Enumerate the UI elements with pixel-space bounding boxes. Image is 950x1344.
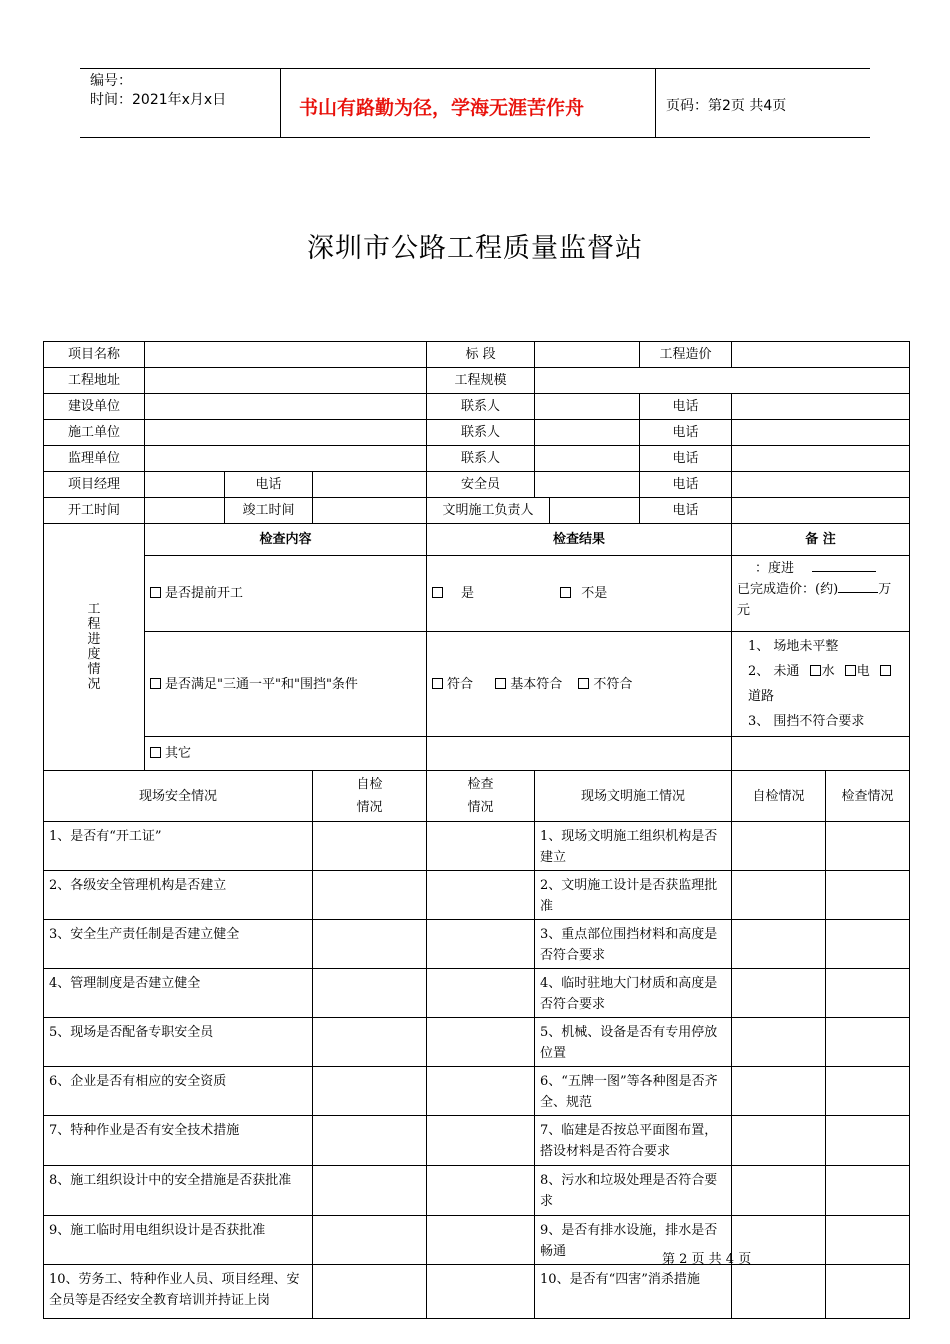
yes-label: 是 [461, 586, 475, 601]
civil-check-cell[interactable] [826, 1067, 910, 1116]
section-label: 标 段 [427, 342, 535, 368]
not-ok-label: 不符合 [593, 676, 633, 692]
safety-item: 6、企业是否有相应的安全资质 [44, 1067, 313, 1116]
safety-item: 5、现场是否配备专职安全员 [44, 1018, 313, 1067]
civil-item: 1、现场文明施工组织机构是否建立 [535, 822, 732, 871]
water-checkbox[interactable] [810, 665, 821, 676]
contractor-contact-value[interactable] [535, 420, 640, 446]
site-row [44, 1018, 910, 1067]
col-check-result: 检查结果 [427, 524, 732, 556]
info-row [44, 472, 910, 498]
safety-item: 3、安全生产责任制是否建立健全 [44, 920, 313, 969]
builder-value[interactable] [145, 394, 427, 420]
safety-check-cell[interactable] [427, 871, 535, 920]
civil-lead-value[interactable] [550, 498, 640, 524]
safety-self-cell[interactable] [313, 1166, 427, 1216]
supervisor-phone-label: 电话 [640, 446, 732, 472]
civil-check-cell[interactable] [826, 822, 910, 871]
water-label: 水 [821, 664, 835, 679]
civil-lead-label: 文明施工负责人 [427, 498, 550, 524]
civil-item: 8、污水和垃圾处理是否符合要求 [535, 1166, 732, 1216]
cost-done-label: 已完成造价：(约) [737, 582, 839, 597]
cost-label: 工程造价 [640, 342, 732, 368]
site-row [44, 1116, 910, 1166]
site-header-row [44, 771, 910, 822]
time-label: 时间：2021年x月x日 [90, 92, 227, 108]
start-time-label: 开工时间 [44, 498, 145, 524]
civil-lead-phone-value[interactable] [732, 498, 910, 524]
ok-label: 符合 [447, 676, 474, 692]
other-checkbox[interactable] [150, 747, 161, 758]
civil-item: 2、文明施工设计是否获监理批准 [535, 871, 732, 920]
progress-row-conditions [44, 632, 910, 737]
manager-phone-value[interactable] [313, 472, 427, 498]
no-label: 不是 [581, 586, 608, 601]
civil-self-cell[interactable] [732, 1067, 826, 1116]
scale-label: 工程规模 [427, 368, 535, 394]
info-row [44, 394, 910, 420]
header-right-cell [656, 69, 870, 137]
builder-phone-value[interactable] [732, 394, 910, 420]
progress-blank[interactable] [812, 559, 876, 572]
safety-self-cell[interactable] [313, 1116, 427, 1166]
info-row [44, 342, 910, 368]
safety-phone-value[interactable] [732, 472, 910, 498]
progress-row-early-start [44, 556, 910, 632]
safety-check-cell[interactable] [427, 969, 535, 1018]
civil-check-cell[interactable] [826, 1018, 910, 1067]
other-label: 其它 [165, 746, 192, 761]
safety-self-cell[interactable] [313, 920, 427, 969]
header-motto-cell [280, 69, 656, 137]
site-row [44, 822, 910, 871]
page-footer: 第 2 页 共 4 页 [662, 1252, 752, 1267]
civil-self-cell[interactable] [732, 1265, 826, 1319]
safety-self-cell[interactable] [313, 1265, 427, 1319]
supervisor-contact-label: 联系人 [427, 446, 535, 472]
project-name-label: 项目名称 [44, 342, 145, 368]
safety-check-cell[interactable] [427, 1216, 535, 1265]
conditions-remark [732, 632, 910, 737]
remark-line-2-prefix: 2、 未通 [748, 664, 800, 679]
contractor-contact-label: 联系人 [427, 420, 535, 446]
supervisor-contact-value[interactable] [535, 446, 640, 472]
supervisor-phone-value[interactable] [732, 446, 910, 472]
contractor-label: 施工单位 [44, 420, 145, 446]
safety-item: 2、各级安全管理机构是否建立 [44, 871, 313, 920]
safety-self-cell[interactable] [313, 1216, 427, 1265]
early-start-result [427, 556, 732, 632]
safety-check-cell[interactable] [427, 1166, 535, 1216]
safety-check-label: 检查情况 [467, 777, 494, 815]
conditions-label: 是否满足"三通一平"和"围挡"条件 [165, 676, 358, 692]
civil-check-head: 检查情况 [826, 771, 910, 822]
conditions-checkbox[interactable] [150, 678, 161, 689]
start-time-value[interactable] [145, 498, 225, 524]
safety-check-cell[interactable] [427, 1067, 535, 1116]
safety-item: 7、特种作业是否有安全技术措施 [44, 1116, 313, 1166]
address-value[interactable] [145, 368, 427, 394]
conditions-result [427, 632, 732, 737]
manager-phone-label: 电话 [225, 472, 313, 498]
safety-check-cell[interactable] [427, 920, 535, 969]
civil-check-cell[interactable] [826, 1265, 910, 1319]
civil-self-cell[interactable] [732, 871, 826, 920]
site-row [44, 871, 910, 920]
safety-officer-label: 安全员 [427, 472, 535, 498]
safety-self-cell[interactable] [313, 1067, 427, 1116]
completion-time-value[interactable] [313, 498, 427, 524]
progress-header-row [44, 524, 910, 556]
civil-item: 4、临时驻地大门材质和高度是否符合要求 [535, 969, 732, 1018]
safety-item: 10、劳务工、特种作业人员、项目经理、安全员等是否经安全教育培训并持证上岗 [44, 1265, 313, 1319]
site-row [44, 1067, 910, 1116]
safety-self-cell[interactable] [313, 871, 427, 920]
contractor-phone-label: 电话 [640, 420, 732, 446]
number-label: 编号： [90, 73, 132, 89]
manager-label: 项目经理 [44, 472, 145, 498]
civil-self-cell[interactable] [732, 920, 826, 969]
inspection-table [43, 341, 910, 1319]
civil-lead-phone-label: 电话 [640, 498, 732, 524]
safety-self-head [313, 771, 427, 822]
other-result[interactable] [427, 737, 732, 771]
cost-done-blank[interactable] [838, 580, 878, 593]
info-row [44, 446, 910, 472]
safety-self-label: 自检情况 [356, 777, 383, 815]
remark-line-1: 1、 场地未平整 [748, 639, 839, 654]
civil-self-cell[interactable] [732, 1116, 826, 1166]
safety-check-cell[interactable] [427, 1265, 535, 1319]
early-start-checkbox[interactable] [150, 587, 161, 598]
supervisor-label: 监理单位 [44, 446, 145, 472]
builder-contact-value[interactable] [535, 394, 640, 420]
page-header [80, 68, 870, 138]
no-checkbox[interactable] [560, 587, 571, 598]
progress-row-other [44, 737, 910, 771]
civil-item: 5、机械、设备是否有专用停放位置 [535, 1018, 732, 1067]
civil-self-cell[interactable] [732, 969, 826, 1018]
civil-item: 6、“五牌一图”等各种图是否齐全、规范 [535, 1067, 732, 1116]
other-remark[interactable] [732, 737, 910, 771]
civil-check-cell[interactable] [826, 920, 910, 969]
project-name-value[interactable] [145, 342, 427, 368]
site-row [44, 920, 910, 969]
early-start-item [145, 556, 427, 632]
safety-item: 1、是否有“开工证” [44, 822, 313, 871]
scale-value[interactable] [535, 368, 910, 394]
safety-item: 9、施工临时用电组织设计是否获批准 [44, 1216, 313, 1265]
safety-self-cell[interactable] [313, 822, 427, 871]
civil-item: 9、是否有排水设施，排水是否畅通 [535, 1216, 732, 1265]
safety-item: 4、管理制度是否建立健全 [44, 969, 313, 1018]
header-left-cell [80, 69, 280, 137]
info-row [44, 368, 910, 394]
civil-check-cell[interactable] [826, 1166, 910, 1216]
conditions-item [145, 632, 427, 737]
motto: 书山有路勤为径，学海无涯苦作舟 [299, 97, 585, 119]
builder-contact-label: 联系人 [427, 394, 535, 420]
civil-check-cell[interactable] [826, 969, 910, 1018]
civil-self-cell[interactable] [732, 1018, 826, 1067]
safety-phone-label: 电话 [640, 472, 732, 498]
page-label: 页码：第2页 共4页 [666, 98, 787, 114]
safety-check-head [427, 771, 535, 822]
ok-checkbox[interactable] [432, 678, 443, 689]
civil-self-cell[interactable] [732, 1166, 826, 1216]
cost-unit: 万元 [737, 582, 892, 618]
yes-checkbox[interactable] [432, 587, 443, 598]
col-check-content: 检查内容 [145, 524, 427, 556]
civil-check-cell[interactable] [826, 1116, 910, 1166]
builder-phone-label: 电话 [640, 394, 732, 420]
power-checkbox[interactable] [845, 665, 856, 676]
not-ok-checkbox[interactable] [578, 678, 589, 689]
safety-check-cell[interactable] [427, 1116, 535, 1166]
completion-time-label: 竣工时间 [225, 498, 313, 524]
site-row [44, 1265, 910, 1319]
site-row [44, 969, 910, 1018]
safety-check-cell[interactable] [427, 1018, 535, 1067]
early-start-remark [732, 556, 910, 632]
progress-section-label-cell [44, 524, 145, 771]
road-label: 道路 [748, 689, 775, 704]
cost-value[interactable] [732, 342, 910, 368]
remark-line-3: 3、 围挡不符合要求 [748, 714, 865, 729]
progress-section-label: 工程进度情况 [87, 602, 101, 692]
document-title: 深圳市公路工程质量监督站 [307, 233, 643, 264]
civil-head: 现场文明施工情况 [535, 771, 732, 822]
safety-check-cell[interactable] [427, 822, 535, 871]
address-label: 工程地址 [44, 368, 145, 394]
col-remark: 备 注 [732, 524, 910, 556]
builder-label: 建设单位 [44, 394, 145, 420]
power-label: 电 [856, 664, 870, 679]
supervisor-value[interactable] [145, 446, 427, 472]
safety-item: 8、施工组织设计中的安全措施是否获批准 [44, 1166, 313, 1216]
safety-officer-value[interactable] [535, 472, 640, 498]
safety-self-cell[interactable] [313, 969, 427, 1018]
remark-line-2 [748, 659, 904, 709]
site-row [44, 1166, 910, 1216]
site-row [44, 1216, 910, 1265]
contractor-phone-value[interactable] [732, 420, 910, 446]
safety-head: 现场安全情况 [44, 771, 313, 822]
contractor-value[interactable] [145, 420, 427, 446]
basic-label: 基本符合 [510, 676, 563, 692]
info-row [44, 498, 910, 524]
civil-check-cell[interactable] [826, 871, 910, 920]
basic-checkbox[interactable] [495, 678, 506, 689]
info-row [44, 420, 910, 446]
civil-item: 7、临建是否按总平面图布置，搭设材料是否符合要求 [535, 1116, 732, 1166]
road-checkbox[interactable] [880, 665, 891, 676]
early-start-label: 是否提前开工 [165, 586, 244, 601]
progress-remark-label: ：度进 [755, 561, 795, 576]
civil-check-cell[interactable] [826, 1216, 910, 1265]
section-value[interactable] [535, 342, 640, 368]
civil-self-cell[interactable] [732, 822, 826, 871]
civil-item: 3、重点部位围挡材料和高度是否符合要求 [535, 920, 732, 969]
other-item [145, 737, 427, 771]
civil-self-head: 自检情况 [732, 771, 826, 822]
civil-item: 10、是否有“四害”消杀措施 [535, 1265, 732, 1319]
site-rows [44, 822, 910, 1319]
manager-value[interactable] [145, 472, 225, 498]
safety-self-cell[interactable] [313, 1018, 427, 1067]
